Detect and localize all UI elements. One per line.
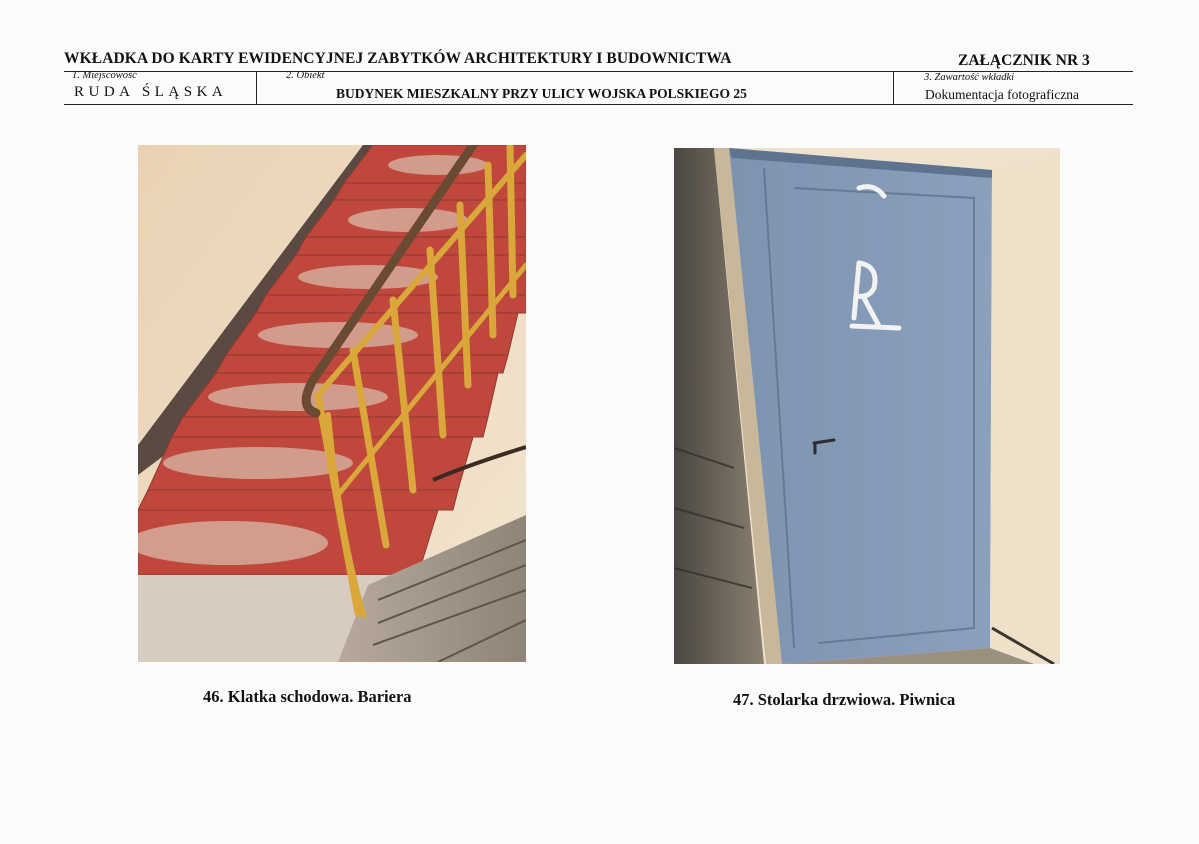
document-title: WKŁADKA DO KARTY EWIDENCYJNEJ ZABYTKÓW ARCHITEKTURY I BUDOWNICTWA bbox=[64, 50, 732, 67]
annex-number: ZAŁĄCZNIK NR 3 bbox=[958, 52, 1090, 69]
header-rule-bottom bbox=[64, 104, 1133, 105]
field-label-object: 2. Obiekt bbox=[286, 70, 325, 81]
field-value-object: BUDYNEK MIESZKALNY PRZY ULICY WOJSKA POLSKIEGO 25 bbox=[336, 86, 747, 101]
field-label-location: 1. Miejscowość bbox=[72, 70, 137, 81]
header-divider-2 bbox=[893, 71, 894, 104]
field-label-contents: 3. Zawartość wkładki bbox=[924, 72, 1015, 83]
field-value-contents: Dokumentacja fotograficzna bbox=[925, 87, 1080, 102]
photo-caption-46: 46. Klatka schodowa. Bariera bbox=[203, 687, 412, 706]
basement-door-photo bbox=[674, 148, 1060, 664]
header-divider-1 bbox=[256, 71, 257, 104]
field-value-location: RUDA ŚLĄSKA bbox=[74, 84, 228, 100]
photo-caption-47: 47. Stolarka drzwiowa. Piwnica bbox=[733, 690, 956, 709]
staircase-photo bbox=[138, 145, 526, 662]
